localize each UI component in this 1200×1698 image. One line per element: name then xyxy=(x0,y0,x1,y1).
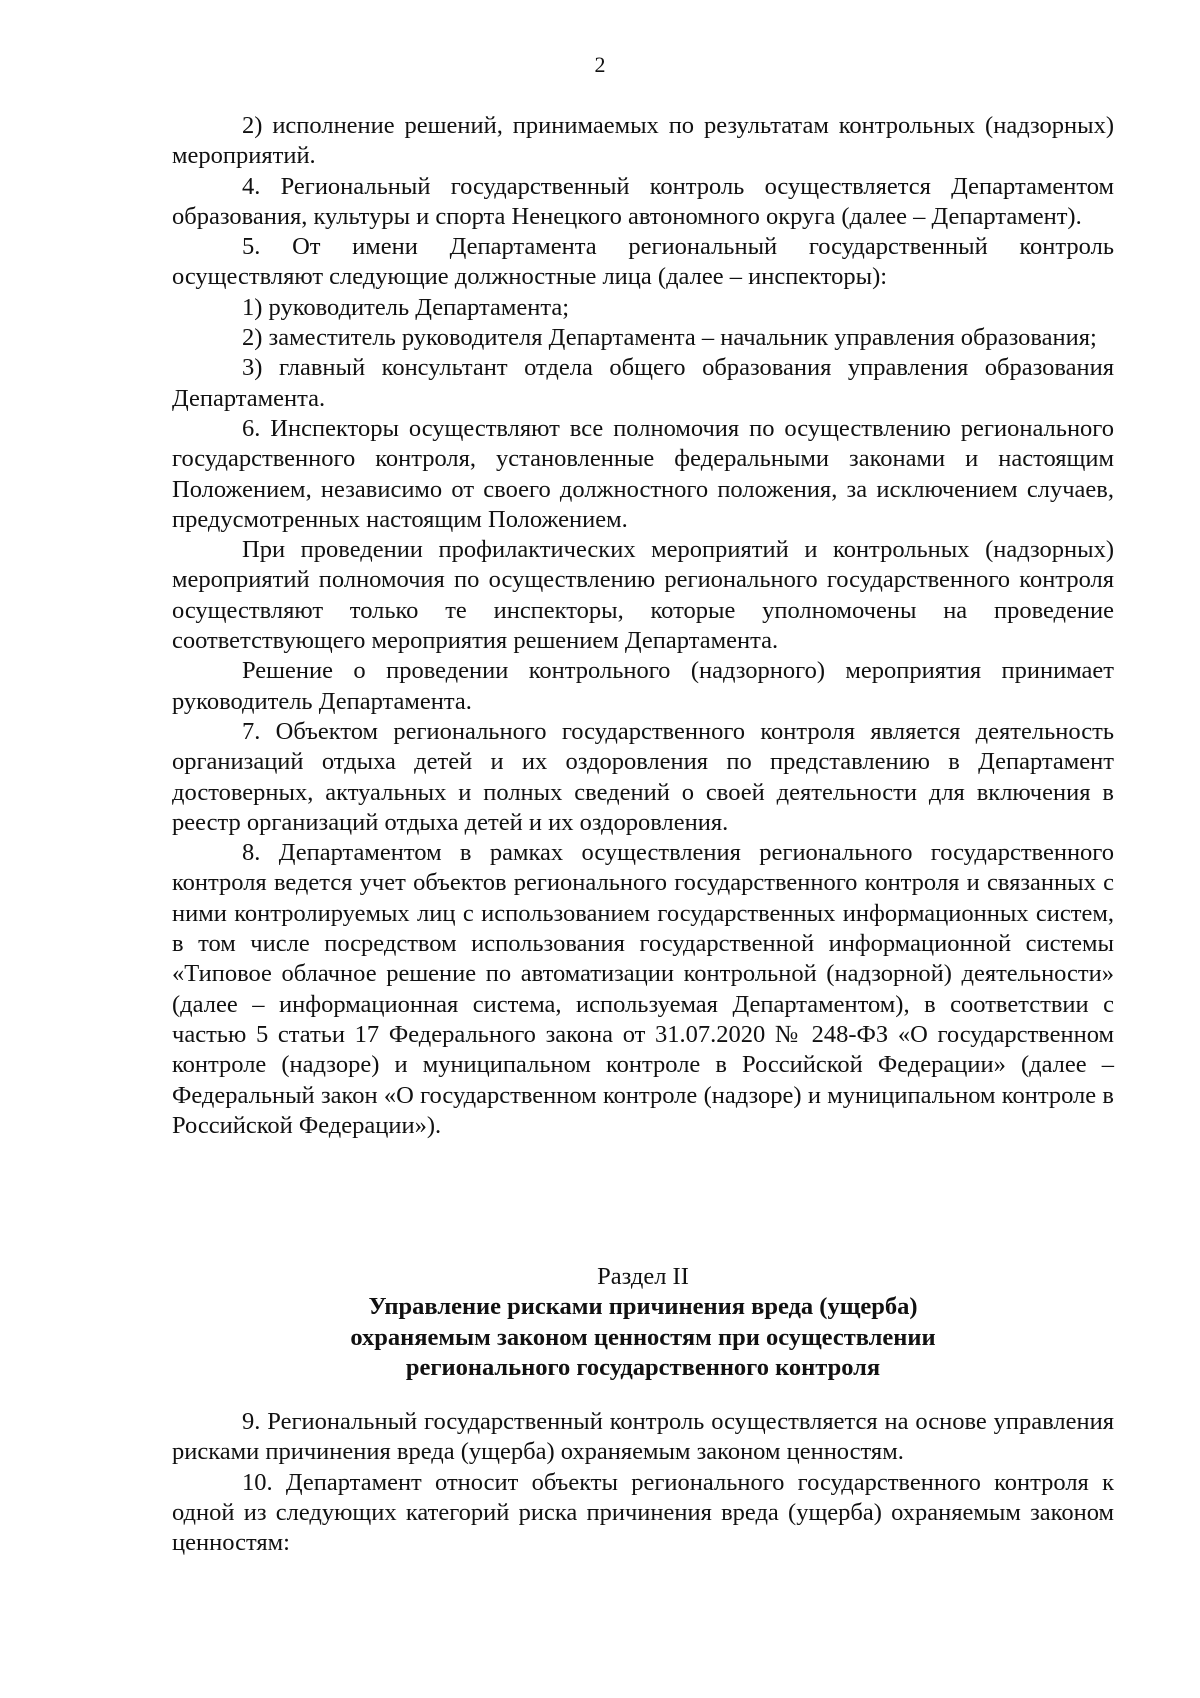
paragraph: 10. Департамент относит объекты регионального государственного контроля к одной из следующих категорий риска причинения вреда (ущерба) охраняемым законом ценностям: xyxy=(172,1468,1114,1557)
section-title-line: регионального государственного контроля xyxy=(405,1353,881,1381)
paragraph: 6. Инспекторы осуществляют все полномочия по осуществлению регионального государственного контроля, установленные федеральными законами и настоящим Положением, независимо от своего должностного положения, за исключением случаев, предусмотренных настоящим Положением. xyxy=(172,414,1114,533)
paragraph: 4. Региональный государственный контроль осуществляется Департаментом образования, культуры и спорта Ненецкого автономного округа (далее – Департамент). xyxy=(172,172,1114,230)
paragraph: 7. Объектом регионального государственного контроля является деятельность организаций отдыха детей и их оздоровления по представлению в Департамент достоверных, актуальных и полных сведений о своей деятельности для включения в реестр организаций отдыха детей и их оздоровления. xyxy=(172,717,1114,836)
paragraph: Решение о проведении контрольного (надзорного) мероприятия принимает руководитель Департамента. xyxy=(172,657,1114,715)
section-title-line: Управление рисками причинения вреда (ущерба) xyxy=(368,1293,918,1321)
paragraph: 3) главный консультант отдела общего образования управления образования Департамента. xyxy=(172,354,1114,412)
paragraph: 5. От имени Департамента региональный государственный контроль осуществляют следующие должностные лица (далее – инспекторы): xyxy=(172,233,1114,291)
paragraph: При проведении профилактических мероприятий и контрольных (надзорных) мероприятий полномочия по осуществлению регионального государственного контроля осуществляют только те инспекторы, которые уполномочены на проведение соответствующего мероприятия решением Департамента. xyxy=(172,536,1114,655)
section-label: Раздел II xyxy=(597,1263,689,1290)
section-heading xyxy=(172,1262,1114,1383)
page-number: 2 xyxy=(594,52,606,77)
paragraph: 9. Региональный государственный контроль осуществляется на основе управления рисками причинения вреда (ущерба) охраняемым законом ценностям. xyxy=(172,1408,1114,1466)
paragraph: 1) руководитель Департамента; xyxy=(242,293,570,321)
main-text-block xyxy=(172,111,1114,1141)
paragraph: 2) исполнение решений, принимаемых по результатам контрольных (надзорных) мероприятий. xyxy=(172,112,1114,170)
paragraph: 2) заместитель руководителя Департамента – начальник управления образования; xyxy=(242,324,1097,352)
section-text-block xyxy=(172,1407,1114,1558)
section-title-line: охраняемым законом ценностям при осуществлении xyxy=(350,1323,936,1351)
paragraph: 8. Департаментом в рамках осуществления регионального государственного контроля ведется учет объектов регионального государственного контроля и связанных с ними контролируемых лиц с использованием государственных информационных систем, в том числе посредством использования государственной информационной системы «Типовое облачное решение по автоматизации контрольной (надзорной) деятельности» (далее – информационная система, используемая Департаментом), в соответствии с частью 5 статьи 17 Федерального закона от 31.07.2020 № 248-ФЗ «О государственном контроле (надзоре) и муниципальном контроле в Российской Федерации» (далее – Федеральный закон «О государственном контроле (надзоре) и муниципальном контроле в Российской Федерации»). xyxy=(172,839,1114,1139)
